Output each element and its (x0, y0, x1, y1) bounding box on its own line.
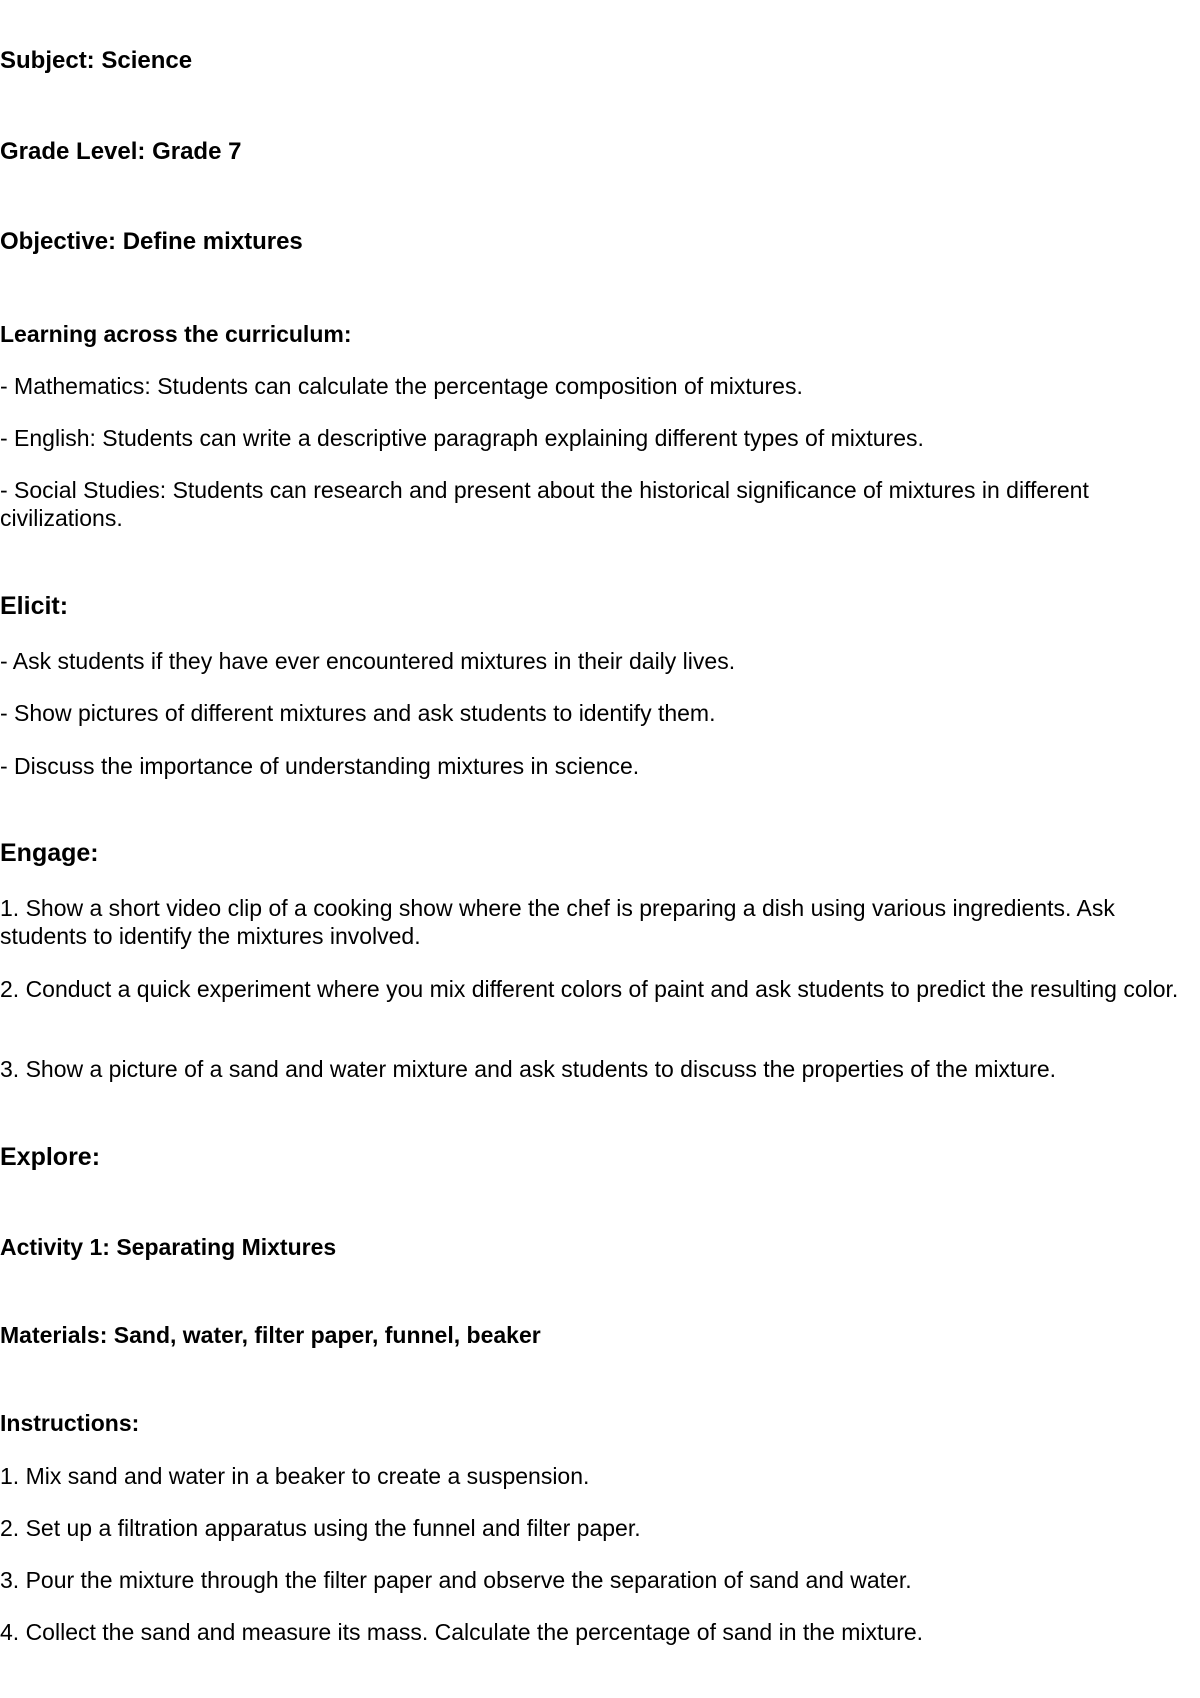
objective-line: Objective: Define mixtures (0, 228, 303, 255)
engage-heading: Engage: (0, 839, 99, 867)
engage-item: 2. Conduct a quick experiment where you mix different colors of paint and ask students to predict the resulting color. (0, 976, 1179, 1002)
subject-line: Subject: Science (0, 47, 193, 74)
elicit-item: - Ask students if they have ever encountered mixtures in their daily lives. (0, 648, 736, 674)
grade-level-line: Grade Level: Grade 7 (0, 138, 242, 165)
curriculum-heading: Learning across the curriculum: (0, 321, 352, 347)
curriculum-item-mathematics: - Mathematics: Students can calculate the percentage composition of mixtures. (0, 373, 803, 399)
curriculum-item-english: - English: Students can write a descriptive paragraph explaining different types of mixtures. (0, 425, 924, 451)
elicit-item: - Discuss the importance of understanding mixtures in science. (0, 753, 640, 779)
engage-item: 1. Show a short video clip of a cooking show where the chef is preparing a dish using various ingredients. Ask students to identify the mixtures involved. (0, 895, 1115, 949)
curriculum-item-social-studies: - Social Studies: Students can research and present about the historical significance of mixtures in different civilizations. (0, 477, 1089, 531)
materials-line: Materials: Sand, water, filter paper, funnel, beaker (0, 1322, 541, 1348)
elicit-heading: Elicit: (0, 592, 69, 620)
instruction-step: 4. Collect the sand and measure its mass. Calculate the percentage of sand in the mixture. (0, 1619, 924, 1645)
activity-title: Activity 1: Separating Mixtures (0, 1234, 337, 1260)
instruction-step: 3. Pour the mixture through the filter paper and observe the separation of sand and water. (0, 1567, 912, 1593)
instruction-step: 1. Mix sand and water in a beaker to create a suspension. (0, 1463, 590, 1489)
instructions-heading: Instructions: (0, 1410, 140, 1436)
explore-heading: Explore: (0, 1143, 101, 1171)
instruction-step: 2. Set up a filtration apparatus using the funnel and filter paper. (0, 1515, 641, 1541)
engage-item: 3. Show a picture of a sand and water mixture and ask students to discuss the properties of the mixture. (0, 1056, 1057, 1082)
elicit-item: - Show pictures of different mixtures and ask students to identify them. (0, 700, 716, 726)
